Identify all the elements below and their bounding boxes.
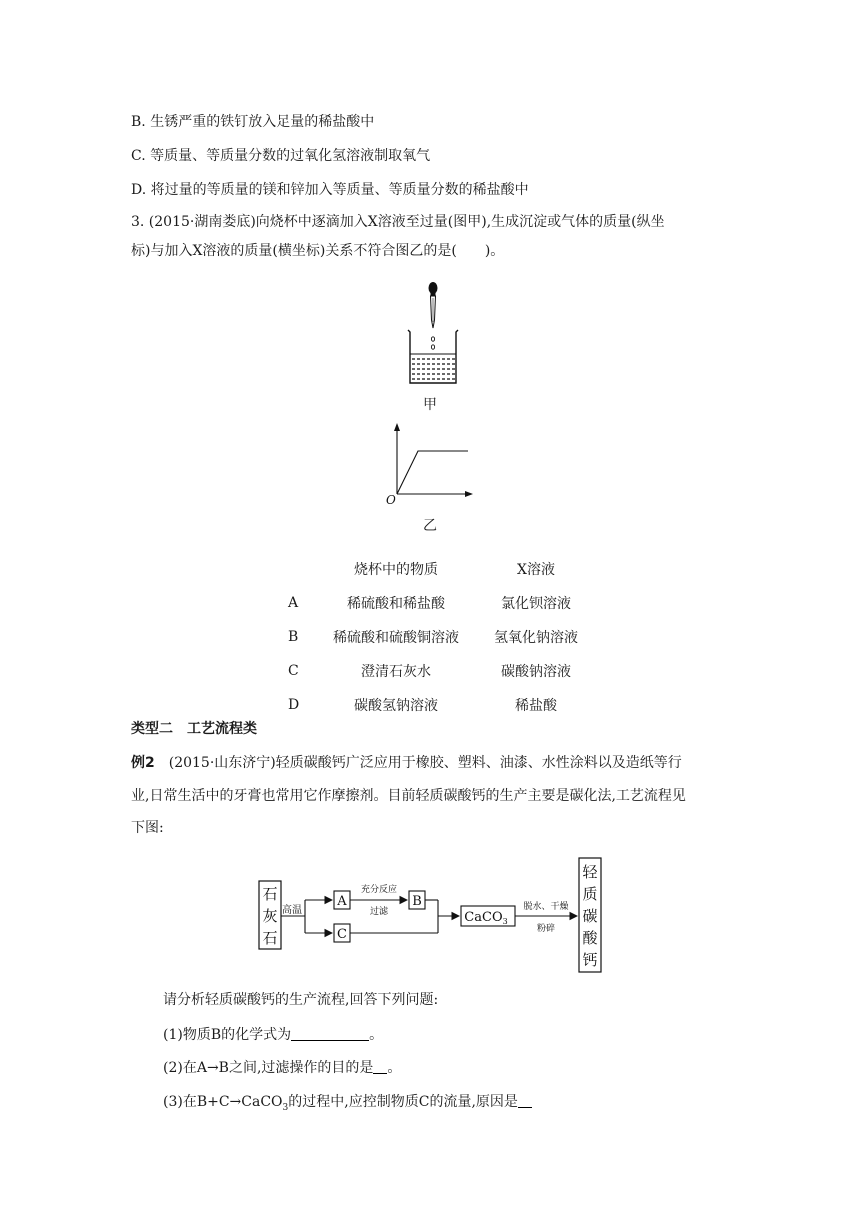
question-2 xyxy=(163,1058,401,1078)
row-key: D xyxy=(288,697,300,713)
question-2-end: 。 xyxy=(387,1060,402,1076)
high-temp-label: 高温 xyxy=(282,905,302,916)
question-3-sub: 3 xyxy=(282,1102,289,1113)
product-char-5: 钙 xyxy=(582,951,598,969)
product-char-2: 质 xyxy=(582,885,598,903)
row-x-solution: 稀盐酸 xyxy=(515,698,557,714)
option-b-text: B. 生锈严重的铁钉放入足量的稀盐酸中 xyxy=(131,114,375,130)
row-x-solution: 氢氧化钠溶液 xyxy=(494,630,578,646)
questions-intro: 请分析轻质碳酸钙的生产流程,回答下列问题: xyxy=(163,992,439,1008)
question-3-pre: (3)在B+C→CaCO xyxy=(163,1094,283,1110)
example-2-line-2: 业,日常生活中的牙膏也常用它作摩擦剂。目前轻质碳酸钙的生产主要是碳化法,工艺流程见 xyxy=(131,788,686,804)
question-1 xyxy=(163,1025,383,1045)
caco3-label xyxy=(464,910,507,926)
beaker-dropper-figure xyxy=(400,280,464,390)
question-2-text: (2)在A→B之间,过滤操作的目的是 xyxy=(163,1060,374,1076)
row-beaker: 稀硫酸和硫酸铜溶液 xyxy=(333,630,459,646)
node-b-label: B xyxy=(412,894,422,909)
question-1-end: 。 xyxy=(369,1027,384,1043)
caco3-main: CaCO xyxy=(464,910,503,925)
product-char-1: 轻 xyxy=(582,863,598,881)
raw-char-1: 石 xyxy=(262,885,278,903)
option-d-text: D. 将过量的等质量的镁和锌加入等质量、等质量分数的稀盐酸中 xyxy=(131,182,529,198)
product-char-3: 碳 xyxy=(582,907,598,925)
example-2-line-1 xyxy=(131,753,682,773)
example-2-text-1: (2015·山东济宁)轻质碳酸钙广泛应用于橡胶、塑料、油漆、水性涂料以及造纸等行 xyxy=(154,755,682,771)
row-beaker: 稀硫酸和稀盐酸 xyxy=(347,596,445,612)
raw-char-2: 灰 xyxy=(262,907,278,925)
question-3-post: 的过程中,应控制物质C的流量,原因是 xyxy=(288,1094,518,1110)
table-row xyxy=(288,586,596,620)
example-label: 例2 xyxy=(131,755,155,771)
question-1-text: (1)物质B的化学式为 xyxy=(163,1027,292,1043)
question-3-line-1: 3. (2015·湖南娄底)向烧杯中逐滴加入X溶液至过量(图甲),生成沉淀或气体的质量(纵坐 xyxy=(131,214,665,230)
table-row xyxy=(288,620,596,654)
row-key: A xyxy=(288,595,299,611)
product-char-4: 酸 xyxy=(582,929,598,947)
option-c-text: C. 等质量、等质量分数的过氧化氢溶液制取氧气 xyxy=(131,148,431,164)
node-c-label: C xyxy=(337,927,347,942)
graph-yi-figure xyxy=(380,420,480,510)
row-beaker: 碳酸氢钠溶液 xyxy=(354,698,438,714)
react-bottom-label: 过滤 xyxy=(369,907,389,917)
answer-blank-1[interactable] xyxy=(291,1026,369,1041)
origin-label: O xyxy=(386,493,396,507)
question-3 xyxy=(163,1092,532,1118)
raw-char-3: 石 xyxy=(262,929,278,947)
grind-step-label: 粉碎 xyxy=(536,924,556,934)
row-beaker: 澄清石灰水 xyxy=(361,664,431,680)
options-table xyxy=(288,552,596,722)
row-x-solution: 氯化钡溶液 xyxy=(501,596,571,612)
table-header-row xyxy=(288,552,596,586)
node-a-label: A xyxy=(337,894,347,909)
react-top-label: 充分反应 xyxy=(360,885,398,895)
row-x-solution: 碳酸钠溶液 xyxy=(501,664,571,680)
example-2-line-3: 下图: xyxy=(131,820,164,836)
row-key: B xyxy=(288,629,299,645)
figure-jia-caption: 甲 xyxy=(423,397,437,413)
header-x-solution: X溶液 xyxy=(517,562,555,578)
table-row xyxy=(288,688,596,722)
answer-blank-2[interactable] xyxy=(373,1059,387,1074)
dry-step-label: 脱水、干燥 xyxy=(523,902,569,912)
table-row xyxy=(288,654,596,688)
section-title: 类型二 工艺流程类 xyxy=(131,721,257,737)
process-flow-diagram xyxy=(255,855,615,975)
question-3-line-2: 标)与加入X溶液的质量(横坐标)关系不符合图乙的是( )。 xyxy=(131,243,505,259)
row-key: C xyxy=(288,663,299,679)
header-beaker: 烧杯中的物质 xyxy=(354,562,438,578)
answer-blank-3[interactable] xyxy=(518,1093,532,1108)
figure-yi-caption: 乙 xyxy=(423,518,437,534)
caco3-sub: 3 xyxy=(502,917,508,926)
